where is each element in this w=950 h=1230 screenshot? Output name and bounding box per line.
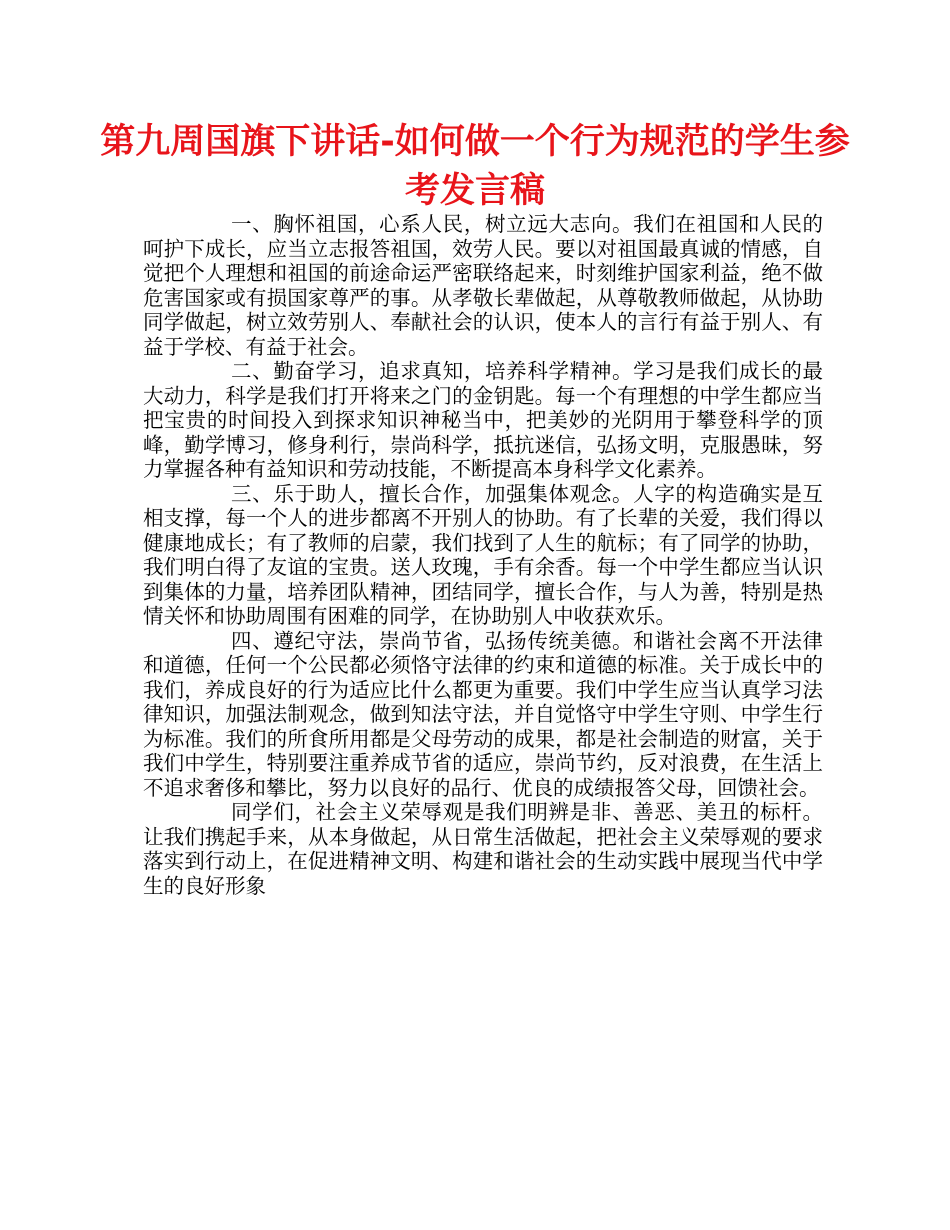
paragraph-3: 三、乐于助人，擅长合作，加强集体观念。人字的构造确实是互相支撑，每一个人的进步都离不开别人的协助。有了长辈的关爱，我们得以健康地成长；有了教师的启蒙，我们找到了人生的航标；有了同学的协助，我们明白得了友谊的宝贵。送人玫瑰，手有余香。每一个中学生都应当认识到集体的力量，培养团队精神，团结同学，擅长合作，与人为善，特别是热情关怀和协助周围有困难的同学，在协助别人中收获欢乐。 [143, 481, 823, 628]
paragraph-5: 同学们，社会主义荣辱观是我们明辨是非、善恶、美丑的标杆。让我们携起手来，从本身做起，从日常生活做起，把社会主义荣辱观的要求落实到行动上，在促进精神文明、构建和谐社会的生动实践中展现当代中学生的良好形象 [143, 800, 823, 898]
paragraph-2: 二、勤奋学习，追求真知，培养科学精神。学习是我们成长的最大动力，科学是我们打开将来之门的金钥匙。每一个有理想的中学生都应当把宝贵的时间投入到探求知识神秘当中，把美妙的光阴用于攀登科学的顶峰，勤学博习，修身利行，崇尚科学，抵抗迷信，弘扬文明，克服愚昧，努力掌握各种有益知识和劳动技能，不断提高本身科学文化素养。 [143, 359, 823, 481]
document-body [143, 212, 823, 898]
paragraph-1: 一、胸怀祖国，心系人民，树立远大志向。我们在祖国和人民的呵护下成长，应当立志报答祖国，效劳人民。要以对祖国最真诚的情感，自觉把个人理想和祖国的前途命运严密联络起来，时刻维护国家利益，绝不做危害国家或有损国家尊严的事。从孝敬长辈做起，从尊敬教师做起，从协助同学做起，树立效劳别人、奉献社会的认识，使本人的言行有益于别人、有益于学校、有益于社会。 [143, 212, 823, 359]
page-title: 第九周国旗下讲话-如何做一个行为规范的学生参考发言稿 [100, 122, 850, 211]
paragraph-4: 四、遵纪守法，崇尚节省，弘扬传统美德。和谐社会离不开法律和道德，任何一个公民都必须恪守法律的约束和道德的标准。关于成长中的我们，养成良好的行为适应比什么都更为重要。我们中学生应当认真学习法律知识，加强法制观念，做到知法守法，并自觉恪守中学生守则、中学生行为标准。我们的所食所用都是父母劳动的成果，都是社会制造的财富，关于我们中学生，特别要注重养成节省的适应，崇尚节约，反对浪费，在生活上不追求奢侈和攀比，努力以良好的品行、优良的成绩报答父母，回馈社会。 [143, 628, 823, 800]
